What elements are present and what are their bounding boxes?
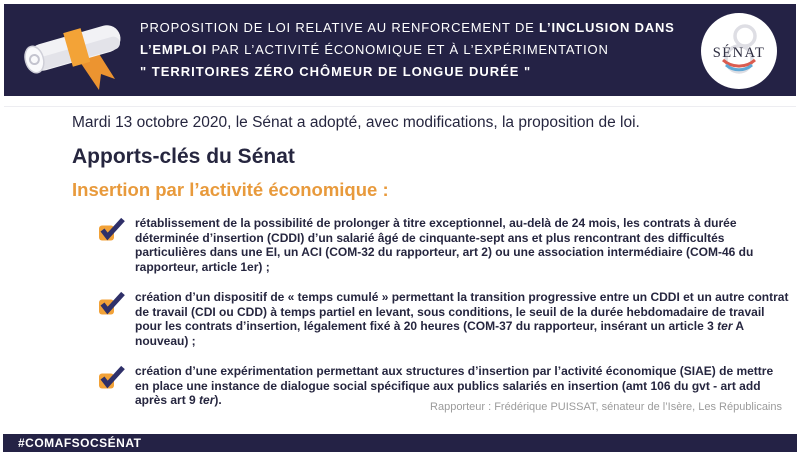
check-icon [98,217,125,242]
bullet-text: rétablissement de la possibilité de prolonger à titre exceptionnel, au-delà de 24 mois, les contrats à durée déterminée d’insertion (CDDI) d’un salarié âgé de cinquante-sept ans et plus rencontrant des difficultés particulières dans une EI, un ACI (COM-32 du rapporteur, art 2) ou une association intermédiaire (COM-46 du rapporteur, article 1er) ; [135,216,754,274]
senat-logo [700,12,778,90]
header-shadow-divider [4,106,796,107]
law-title [140,17,700,83]
law-title-line3: " TERRITOIRES ZÉRO CHÔMEUR DE LONGUE DURÉE " [140,64,532,79]
hashtag-label: #COMAFSOCSÉNAT [18,436,142,450]
footer-band [3,434,797,452]
check-icon [98,365,125,390]
key-points-list [98,216,798,424]
adoption-date-text: Mardi 13 octobre 2020, le Sénat a adopté, avec modifications, la proposition de loi. [72,114,640,131]
list-item [98,216,798,274]
header-band [4,4,796,96]
list-item [98,290,798,348]
law-title-line1: PROPOSITION DE LOI RELATIVE AU RENFORCEMENT DE L’INCLUSION DANS [140,20,675,35]
senat-logo-text: SÉNAT [712,45,766,61]
diploma-scroll-icon [16,9,131,91]
check-icon [98,291,125,316]
law-title-line2: L’EMPLOI PAR L’ACTIVITÉ ÉCONOMIQUE ET À L’EXPÉRIMENTATION [140,42,609,57]
rapporteur-credit: Rapporteur : Frédérique PUISSAT, sénateur de l’Isère, Les Républicains [430,401,782,413]
bullet-text: création d’un dispositif de « temps cumulé » permettant la transition progressive entre un CDDI et un autre contrat de travail (CDI ou CDD) à temps partiel en levant, sous conditions, le seuil de la durée hebdomadaire de travail pour les contrats d’insertion, légalement fixé à 20 heures (COM-37 du rapporteur, insérant un article 3 ter A nouveau) ; [135,290,789,348]
section-title: Apports-clés du Sénat [72,145,295,168]
subsection-title: Insertion par l’activité économique : [72,179,389,200]
bullet-text: création d’une expérimentation permettant aux structures d’insertion par l’activité économique (SIAE) de mettre en place une instance de dialogue social spécifique aux publics salariés en insertion (amt 106 du gvt - art add après art 9 ter). [135,364,774,407]
